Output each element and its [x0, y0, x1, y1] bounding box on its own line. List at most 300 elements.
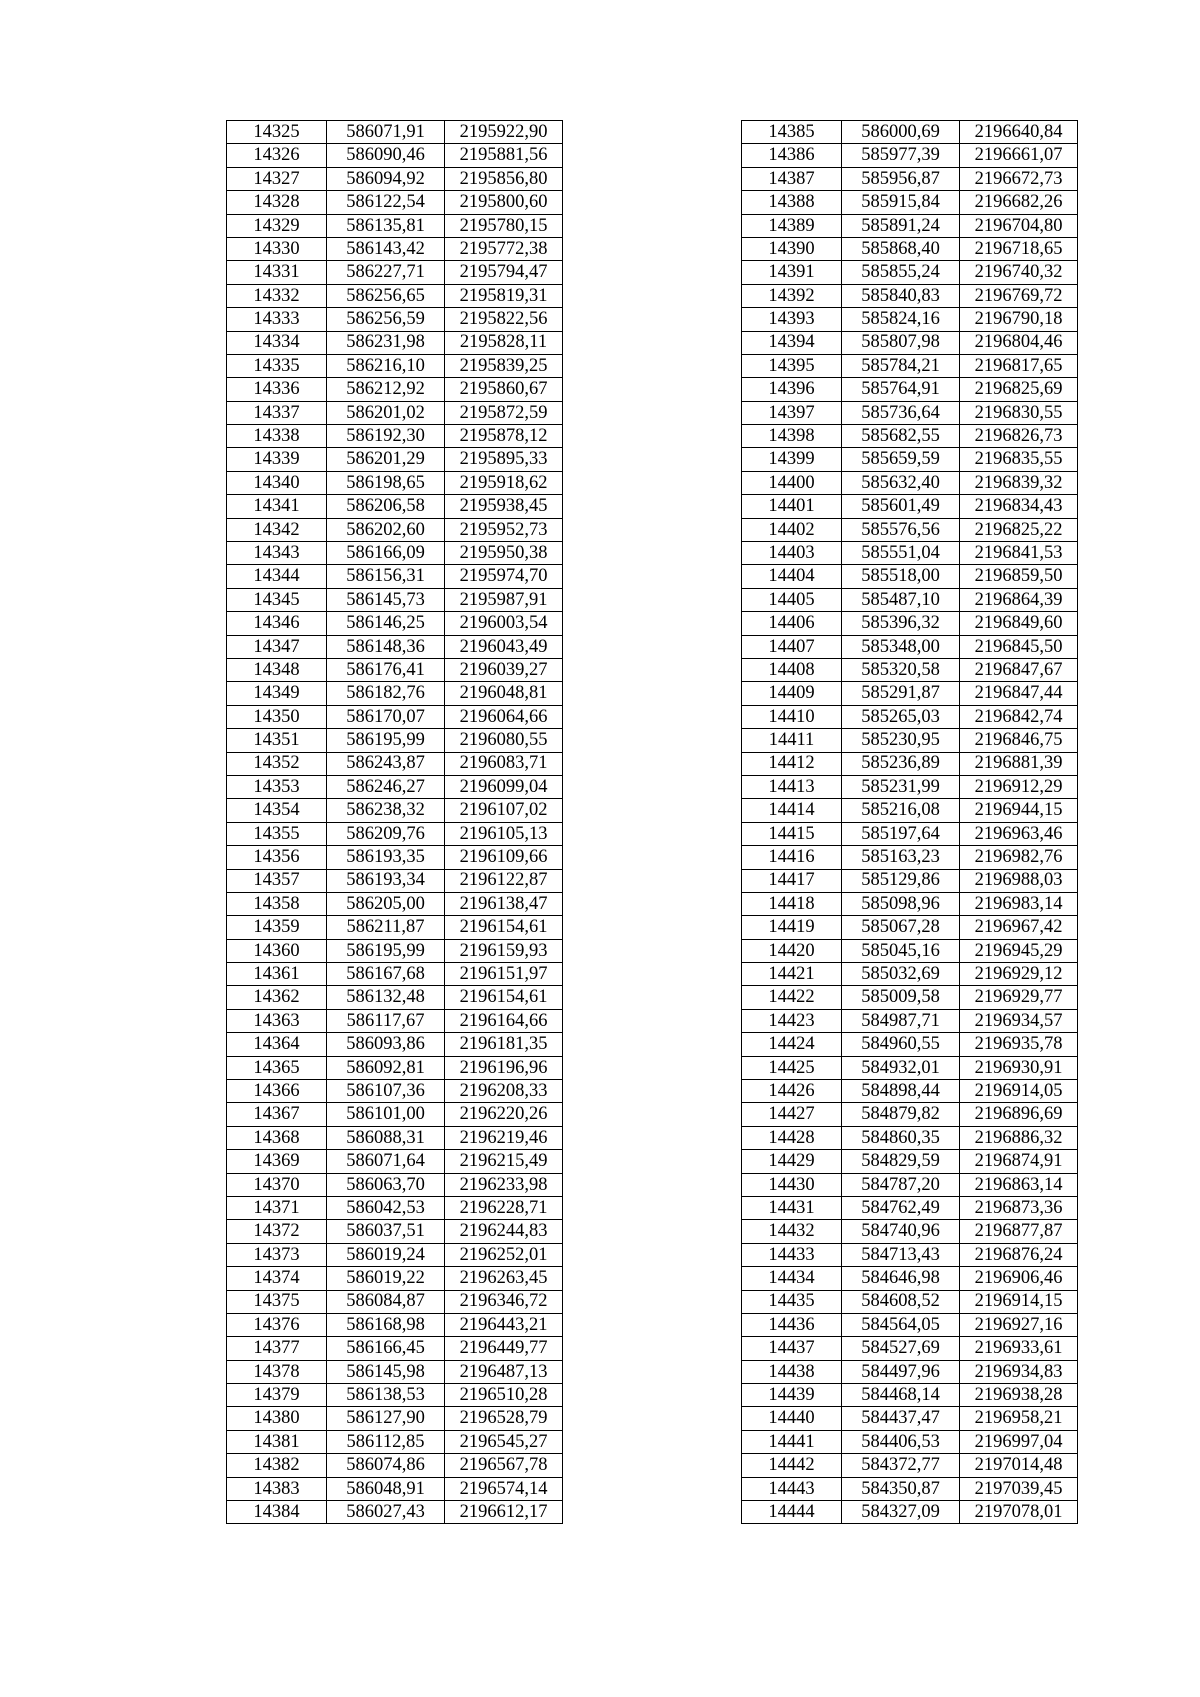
table-row: [742, 986, 1078, 1009]
x-coordinate-cell: 584932,01: [842, 1056, 960, 1079]
table-row: [742, 682, 1078, 705]
table-row: [742, 425, 1078, 448]
x-coordinate-cell: 585807,98: [842, 331, 960, 354]
table-row: [742, 237, 1078, 260]
point-number-cell: 14355: [227, 822, 327, 845]
table-row: [227, 1243, 563, 1266]
y-coordinate-cell: 2196215,49: [445, 1150, 563, 1173]
x-coordinate-cell: 585518,00: [842, 565, 960, 588]
point-number-cell: 14354: [227, 799, 327, 822]
point-number-cell: 14386: [742, 144, 842, 167]
table-row: [227, 1126, 563, 1149]
y-coordinate-cell: 2196876,24: [960, 1243, 1078, 1266]
point-number-cell: 14435: [742, 1290, 842, 1313]
table-row: [742, 214, 1078, 237]
table-row: [742, 822, 1078, 845]
point-number-cell: 14379: [227, 1384, 327, 1407]
x-coordinate-cell: 586042,53: [327, 1196, 445, 1219]
y-coordinate-cell: 2195856,80: [445, 167, 563, 190]
point-number-cell: 14430: [742, 1173, 842, 1196]
x-coordinate-cell: 585956,87: [842, 167, 960, 190]
coordinates-table-right: [741, 120, 1078, 1524]
x-coordinate-cell: 585551,04: [842, 542, 960, 565]
x-coordinate-cell: 586135,81: [327, 214, 445, 237]
x-coordinate-cell: 586182,76: [327, 682, 445, 705]
x-coordinate-cell: 586019,22: [327, 1267, 445, 1290]
point-number-cell: 14426: [742, 1080, 842, 1103]
y-coordinate-cell: 2196672,73: [960, 167, 1078, 190]
table-row: [742, 939, 1078, 962]
point-number-cell: 14431: [742, 1196, 842, 1219]
point-number-cell: 14335: [227, 354, 327, 377]
point-number-cell: 14402: [742, 518, 842, 541]
y-coordinate-cell: 2196107,02: [445, 799, 563, 822]
y-coordinate-cell: 2196988,03: [960, 869, 1078, 892]
point-number-cell: 14412: [742, 752, 842, 775]
table-row: [742, 916, 1078, 939]
point-number-cell: 14427: [742, 1103, 842, 1126]
x-coordinate-cell: 585032,69: [842, 963, 960, 986]
x-coordinate-cell: 586146,25: [327, 612, 445, 635]
table-row: [742, 471, 1078, 494]
y-coordinate-cell: 2196938,28: [960, 1384, 1078, 1407]
y-coordinate-cell: 2196849,60: [960, 612, 1078, 635]
point-number-cell: 14362: [227, 986, 327, 1009]
x-coordinate-cell: 586092,81: [327, 1056, 445, 1079]
point-number-cell: 14415: [742, 822, 842, 845]
point-number-cell: 14338: [227, 425, 327, 448]
y-coordinate-cell: 2196842,74: [960, 705, 1078, 728]
table-row: [742, 565, 1078, 588]
point-number-cell: 14436: [742, 1313, 842, 1336]
point-number-cell: 14432: [742, 1220, 842, 1243]
table-row: [227, 658, 563, 681]
table-row: [742, 775, 1078, 798]
point-number-cell: 14424: [742, 1033, 842, 1056]
table-row: [227, 284, 563, 307]
y-coordinate-cell: 2196846,75: [960, 729, 1078, 752]
point-number-cell: 14390: [742, 237, 842, 260]
y-coordinate-cell: 2196003,54: [445, 612, 563, 635]
table-row: [742, 378, 1078, 401]
table-row: [742, 1033, 1078, 1056]
y-coordinate-cell: 2196449,77: [445, 1337, 563, 1360]
table-row: [742, 1243, 1078, 1266]
y-coordinate-cell: 2197078,01: [960, 1501, 1078, 1524]
point-number-cell: 14405: [742, 588, 842, 611]
y-coordinate-cell: 2196934,57: [960, 1009, 1078, 1032]
point-number-cell: 14428: [742, 1126, 842, 1149]
point-number-cell: 14439: [742, 1384, 842, 1407]
x-coordinate-cell: 586093,86: [327, 1033, 445, 1056]
point-number-cell: 14389: [742, 214, 842, 237]
table-row: [742, 658, 1078, 681]
table-row: [227, 635, 563, 658]
x-coordinate-cell: 586209,76: [327, 822, 445, 845]
table-row: [742, 729, 1078, 752]
y-coordinate-cell: 2196929,77: [960, 986, 1078, 1009]
table-row: [742, 588, 1078, 611]
x-coordinate-cell: 585855,24: [842, 261, 960, 284]
point-number-cell: 14343: [227, 542, 327, 565]
y-coordinate-cell: 2196933,61: [960, 1337, 1078, 1360]
table-row: [742, 1126, 1078, 1149]
table-row: [227, 1477, 563, 1500]
x-coordinate-cell: 585632,40: [842, 471, 960, 494]
point-number-cell: 14401: [742, 495, 842, 518]
point-number-cell: 14349: [227, 682, 327, 705]
table-row: [742, 1477, 1078, 1500]
table-row: [227, 1080, 563, 1103]
point-number-cell: 14330: [227, 237, 327, 260]
point-number-cell: 14333: [227, 308, 327, 331]
point-number-cell: 14421: [742, 963, 842, 986]
point-number-cell: 14365: [227, 1056, 327, 1079]
x-coordinate-cell: 586195,99: [327, 939, 445, 962]
y-coordinate-cell: 2195780,15: [445, 214, 563, 237]
table-row: [742, 892, 1078, 915]
point-number-cell: 14423: [742, 1009, 842, 1032]
table-row: [227, 1290, 563, 1313]
x-coordinate-cell: 584987,71: [842, 1009, 960, 1032]
table-row: [227, 1056, 563, 1079]
point-number-cell: 14345: [227, 588, 327, 611]
table-row: [742, 1430, 1078, 1453]
y-coordinate-cell: 2195950,38: [445, 542, 563, 565]
y-coordinate-cell: 2195952,73: [445, 518, 563, 541]
y-coordinate-cell: 2196825,69: [960, 378, 1078, 401]
point-number-cell: 14364: [227, 1033, 327, 1056]
y-coordinate-cell: 2195839,25: [445, 354, 563, 377]
table-row: [227, 401, 563, 424]
table-row: [742, 752, 1078, 775]
y-coordinate-cell: 2196881,39: [960, 752, 1078, 775]
point-number-cell: 14382: [227, 1454, 327, 1477]
point-number-cell: 14337: [227, 401, 327, 424]
point-number-cell: 14360: [227, 939, 327, 962]
x-coordinate-cell: 584527,69: [842, 1337, 960, 1360]
x-coordinate-cell: 585396,32: [842, 612, 960, 635]
y-coordinate-cell: 2196847,44: [960, 682, 1078, 705]
table-row: [227, 1267, 563, 1290]
point-number-cell: 14444: [742, 1501, 842, 1524]
y-coordinate-cell: 2196873,36: [960, 1196, 1078, 1219]
x-coordinate-cell: 584564,05: [842, 1313, 960, 1336]
table-row: [742, 542, 1078, 565]
y-coordinate-cell: 2196064,66: [445, 705, 563, 728]
y-coordinate-cell: 2196080,55: [445, 729, 563, 752]
y-coordinate-cell: 2196154,61: [445, 986, 563, 1009]
x-coordinate-cell: 586201,29: [327, 448, 445, 471]
point-number-cell: 14359: [227, 916, 327, 939]
point-number-cell: 14413: [742, 775, 842, 798]
point-number-cell: 14420: [742, 939, 842, 962]
y-coordinate-cell: 2196528,79: [445, 1407, 563, 1430]
point-number-cell: 14384: [227, 1501, 327, 1524]
table-row: [227, 892, 563, 915]
table-row: [742, 167, 1078, 190]
y-coordinate-cell: 2196839,32: [960, 471, 1078, 494]
point-number-cell: 14398: [742, 425, 842, 448]
x-coordinate-cell: 585231,99: [842, 775, 960, 798]
y-coordinate-cell: 2196154,61: [445, 916, 563, 939]
table-row: [227, 939, 563, 962]
y-coordinate-cell: 2196244,83: [445, 1220, 563, 1243]
table-row: [227, 1009, 563, 1032]
x-coordinate-cell: 584713,43: [842, 1243, 960, 1266]
point-number-cell: 14417: [742, 869, 842, 892]
table-row: [742, 1360, 1078, 1383]
table-row: [227, 1313, 563, 1336]
table-row: [227, 1430, 563, 1453]
y-coordinate-cell: 2197014,48: [960, 1454, 1078, 1477]
table-row: [227, 752, 563, 775]
y-coordinate-cell: 2196997,04: [960, 1430, 1078, 1453]
y-coordinate-cell: 2195860,67: [445, 378, 563, 401]
coordinates-table-left: [226, 120, 563, 1524]
y-coordinate-cell: 2196834,43: [960, 495, 1078, 518]
point-number-cell: 14440: [742, 1407, 842, 1430]
y-coordinate-cell: 2196640,84: [960, 121, 1078, 144]
y-coordinate-cell: 2196181,35: [445, 1033, 563, 1056]
point-number-cell: 14372: [227, 1220, 327, 1243]
table-row: [742, 635, 1078, 658]
table-row: [227, 1337, 563, 1360]
point-number-cell: 14344: [227, 565, 327, 588]
point-number-cell: 14350: [227, 705, 327, 728]
point-number-cell: 14373: [227, 1243, 327, 1266]
y-coordinate-cell: 2196912,29: [960, 775, 1078, 798]
y-coordinate-cell: 2196826,73: [960, 425, 1078, 448]
point-number-cell: 14357: [227, 869, 327, 892]
y-coordinate-cell: 2196164,66: [445, 1009, 563, 1032]
point-number-cell: 14419: [742, 916, 842, 939]
table-row: [742, 518, 1078, 541]
coordinates-table-left-body: [227, 121, 563, 1524]
point-number-cell: 14334: [227, 331, 327, 354]
table-row: [227, 1196, 563, 1219]
point-number-cell: 14366: [227, 1080, 327, 1103]
x-coordinate-cell: 586127,90: [327, 1407, 445, 1430]
x-coordinate-cell: 586063,70: [327, 1173, 445, 1196]
y-coordinate-cell: 2196967,42: [960, 916, 1078, 939]
table-row: [227, 612, 563, 635]
y-coordinate-cell: 2196159,93: [445, 939, 563, 962]
point-number-cell: 14418: [742, 892, 842, 915]
point-number-cell: 14353: [227, 775, 327, 798]
y-coordinate-cell: 2196929,12: [960, 963, 1078, 986]
table-row: [742, 1454, 1078, 1477]
x-coordinate-cell: 584879,82: [842, 1103, 960, 1126]
point-number-cell: 14437: [742, 1337, 842, 1360]
table-row: [227, 588, 563, 611]
point-number-cell: 14411: [742, 729, 842, 752]
table-row: [742, 401, 1078, 424]
table-row: [227, 167, 563, 190]
table-row: [227, 1407, 563, 1430]
x-coordinate-cell: 586071,91: [327, 121, 445, 144]
table-row: [227, 963, 563, 986]
x-coordinate-cell: 585067,28: [842, 916, 960, 939]
table-row: [227, 518, 563, 541]
y-coordinate-cell: 2195819,31: [445, 284, 563, 307]
x-coordinate-cell: 586132,48: [327, 986, 445, 1009]
y-coordinate-cell: 2196208,33: [445, 1080, 563, 1103]
y-coordinate-cell: 2196982,76: [960, 846, 1078, 869]
point-number-cell: 14369: [227, 1150, 327, 1173]
point-number-cell: 14385: [742, 121, 842, 144]
table-row: [742, 1313, 1078, 1336]
table-row: [742, 191, 1078, 214]
x-coordinate-cell: 586195,99: [327, 729, 445, 752]
y-coordinate-cell: 2196219,46: [445, 1126, 563, 1149]
table-row: [742, 331, 1078, 354]
y-coordinate-cell: 2196817,65: [960, 354, 1078, 377]
point-number-cell: 14422: [742, 986, 842, 1009]
table-row: [742, 1009, 1078, 1032]
table-row: [742, 799, 1078, 822]
table-row: [227, 869, 563, 892]
x-coordinate-cell: 584497,96: [842, 1360, 960, 1383]
y-coordinate-cell: 2196263,45: [445, 1267, 563, 1290]
point-number-cell: 14410: [742, 705, 842, 728]
table-row: [227, 261, 563, 284]
table-row: [227, 308, 563, 331]
table-row: [742, 1337, 1078, 1360]
table-row: [742, 1384, 1078, 1407]
point-number-cell: 14380: [227, 1407, 327, 1430]
y-coordinate-cell: 2196896,69: [960, 1103, 1078, 1126]
x-coordinate-cell: 586205,00: [327, 892, 445, 915]
y-coordinate-cell: 2196196,96: [445, 1056, 563, 1079]
y-coordinate-cell: 2196109,66: [445, 846, 563, 869]
table-row: [227, 729, 563, 752]
point-number-cell: 14441: [742, 1430, 842, 1453]
x-coordinate-cell: 586193,35: [327, 846, 445, 869]
point-number-cell: 14358: [227, 892, 327, 915]
table-row: [227, 1033, 563, 1056]
table-row: [742, 448, 1078, 471]
y-coordinate-cell: 2195918,62: [445, 471, 563, 494]
y-coordinate-cell: 2196769,72: [960, 284, 1078, 307]
x-coordinate-cell: 585320,58: [842, 658, 960, 681]
x-coordinate-cell: 586101,00: [327, 1103, 445, 1126]
y-coordinate-cell: 2196567,78: [445, 1454, 563, 1477]
x-coordinate-cell: 586143,42: [327, 237, 445, 260]
y-coordinate-cell: 2196083,71: [445, 752, 563, 775]
table-row: [227, 986, 563, 1009]
y-coordinate-cell: 2196830,55: [960, 401, 1078, 424]
table-row: [227, 1173, 563, 1196]
point-number-cell: 14393: [742, 308, 842, 331]
y-coordinate-cell: 2196043,49: [445, 635, 563, 658]
table-row: [742, 495, 1078, 518]
y-coordinate-cell: 2196682,26: [960, 191, 1078, 214]
point-number-cell: 14329: [227, 214, 327, 237]
y-coordinate-cell: 2196661,07: [960, 144, 1078, 167]
y-coordinate-cell: 2195895,33: [445, 448, 563, 471]
point-number-cell: 14377: [227, 1337, 327, 1360]
table-row: [742, 1290, 1078, 1313]
y-coordinate-cell: 2196804,46: [960, 331, 1078, 354]
table-row: [742, 1407, 1078, 1430]
table-row: [227, 354, 563, 377]
x-coordinate-cell: 584327,09: [842, 1501, 960, 1524]
x-coordinate-cell: 585576,56: [842, 518, 960, 541]
point-number-cell: 14394: [742, 331, 842, 354]
x-coordinate-cell: 586138,53: [327, 1384, 445, 1407]
point-number-cell: 14376: [227, 1313, 327, 1336]
table-row: [742, 846, 1078, 869]
point-number-cell: 14404: [742, 565, 842, 588]
x-coordinate-cell: 586090,46: [327, 144, 445, 167]
table-row: [227, 1103, 563, 1126]
y-coordinate-cell: 2196346,72: [445, 1290, 563, 1313]
x-coordinate-cell: 586122,54: [327, 191, 445, 214]
point-number-cell: 14399: [742, 448, 842, 471]
point-number-cell: 14443: [742, 1477, 842, 1500]
y-coordinate-cell: 2196841,53: [960, 542, 1078, 565]
point-number-cell: 14397: [742, 401, 842, 424]
point-number-cell: 14396: [742, 378, 842, 401]
x-coordinate-cell: 586084,87: [327, 1290, 445, 1313]
table-row: [227, 448, 563, 471]
x-coordinate-cell: 585348,00: [842, 635, 960, 658]
table-row: [227, 1454, 563, 1477]
y-coordinate-cell: 2196099,04: [445, 775, 563, 798]
table-row: [227, 916, 563, 939]
x-coordinate-cell: 586206,58: [327, 495, 445, 518]
point-number-cell: 14347: [227, 635, 327, 658]
table-row: [227, 1220, 563, 1243]
x-coordinate-cell: 586000,69: [842, 121, 960, 144]
y-coordinate-cell: 2196252,01: [445, 1243, 563, 1266]
x-coordinate-cell: 586166,45: [327, 1337, 445, 1360]
x-coordinate-cell: 586231,98: [327, 331, 445, 354]
table-row: [227, 1150, 563, 1173]
table-row: [227, 191, 563, 214]
table-row: [742, 705, 1078, 728]
y-coordinate-cell: 2195828,11: [445, 331, 563, 354]
x-coordinate-cell: 585659,59: [842, 448, 960, 471]
point-number-cell: 14387: [742, 167, 842, 190]
x-coordinate-cell: 584646,98: [842, 1267, 960, 1290]
point-number-cell: 14371: [227, 1196, 327, 1219]
x-coordinate-cell: 585098,96: [842, 892, 960, 915]
point-number-cell: 14434: [742, 1267, 842, 1290]
x-coordinate-cell: 585291,87: [842, 682, 960, 705]
y-coordinate-cell: 2196105,13: [445, 822, 563, 845]
y-coordinate-cell: 2195772,38: [445, 237, 563, 260]
table-row: [227, 331, 563, 354]
y-coordinate-cell: 2196048,81: [445, 682, 563, 705]
point-number-cell: 14361: [227, 963, 327, 986]
x-coordinate-cell: 586071,64: [327, 1150, 445, 1173]
y-coordinate-cell: 2196983,14: [960, 892, 1078, 915]
y-coordinate-cell: 2196864,39: [960, 588, 1078, 611]
x-coordinate-cell: 585197,64: [842, 822, 960, 845]
point-number-cell: 14433: [742, 1243, 842, 1266]
y-coordinate-cell: 2196718,65: [960, 237, 1078, 260]
y-coordinate-cell: 2195872,59: [445, 401, 563, 424]
point-number-cell: 14348: [227, 658, 327, 681]
point-number-cell: 14388: [742, 191, 842, 214]
point-number-cell: 14375: [227, 1290, 327, 1313]
x-coordinate-cell: 585230,95: [842, 729, 960, 752]
point-number-cell: 14328: [227, 191, 327, 214]
x-coordinate-cell: 584437,47: [842, 1407, 960, 1430]
y-coordinate-cell: 2196545,27: [445, 1430, 563, 1453]
